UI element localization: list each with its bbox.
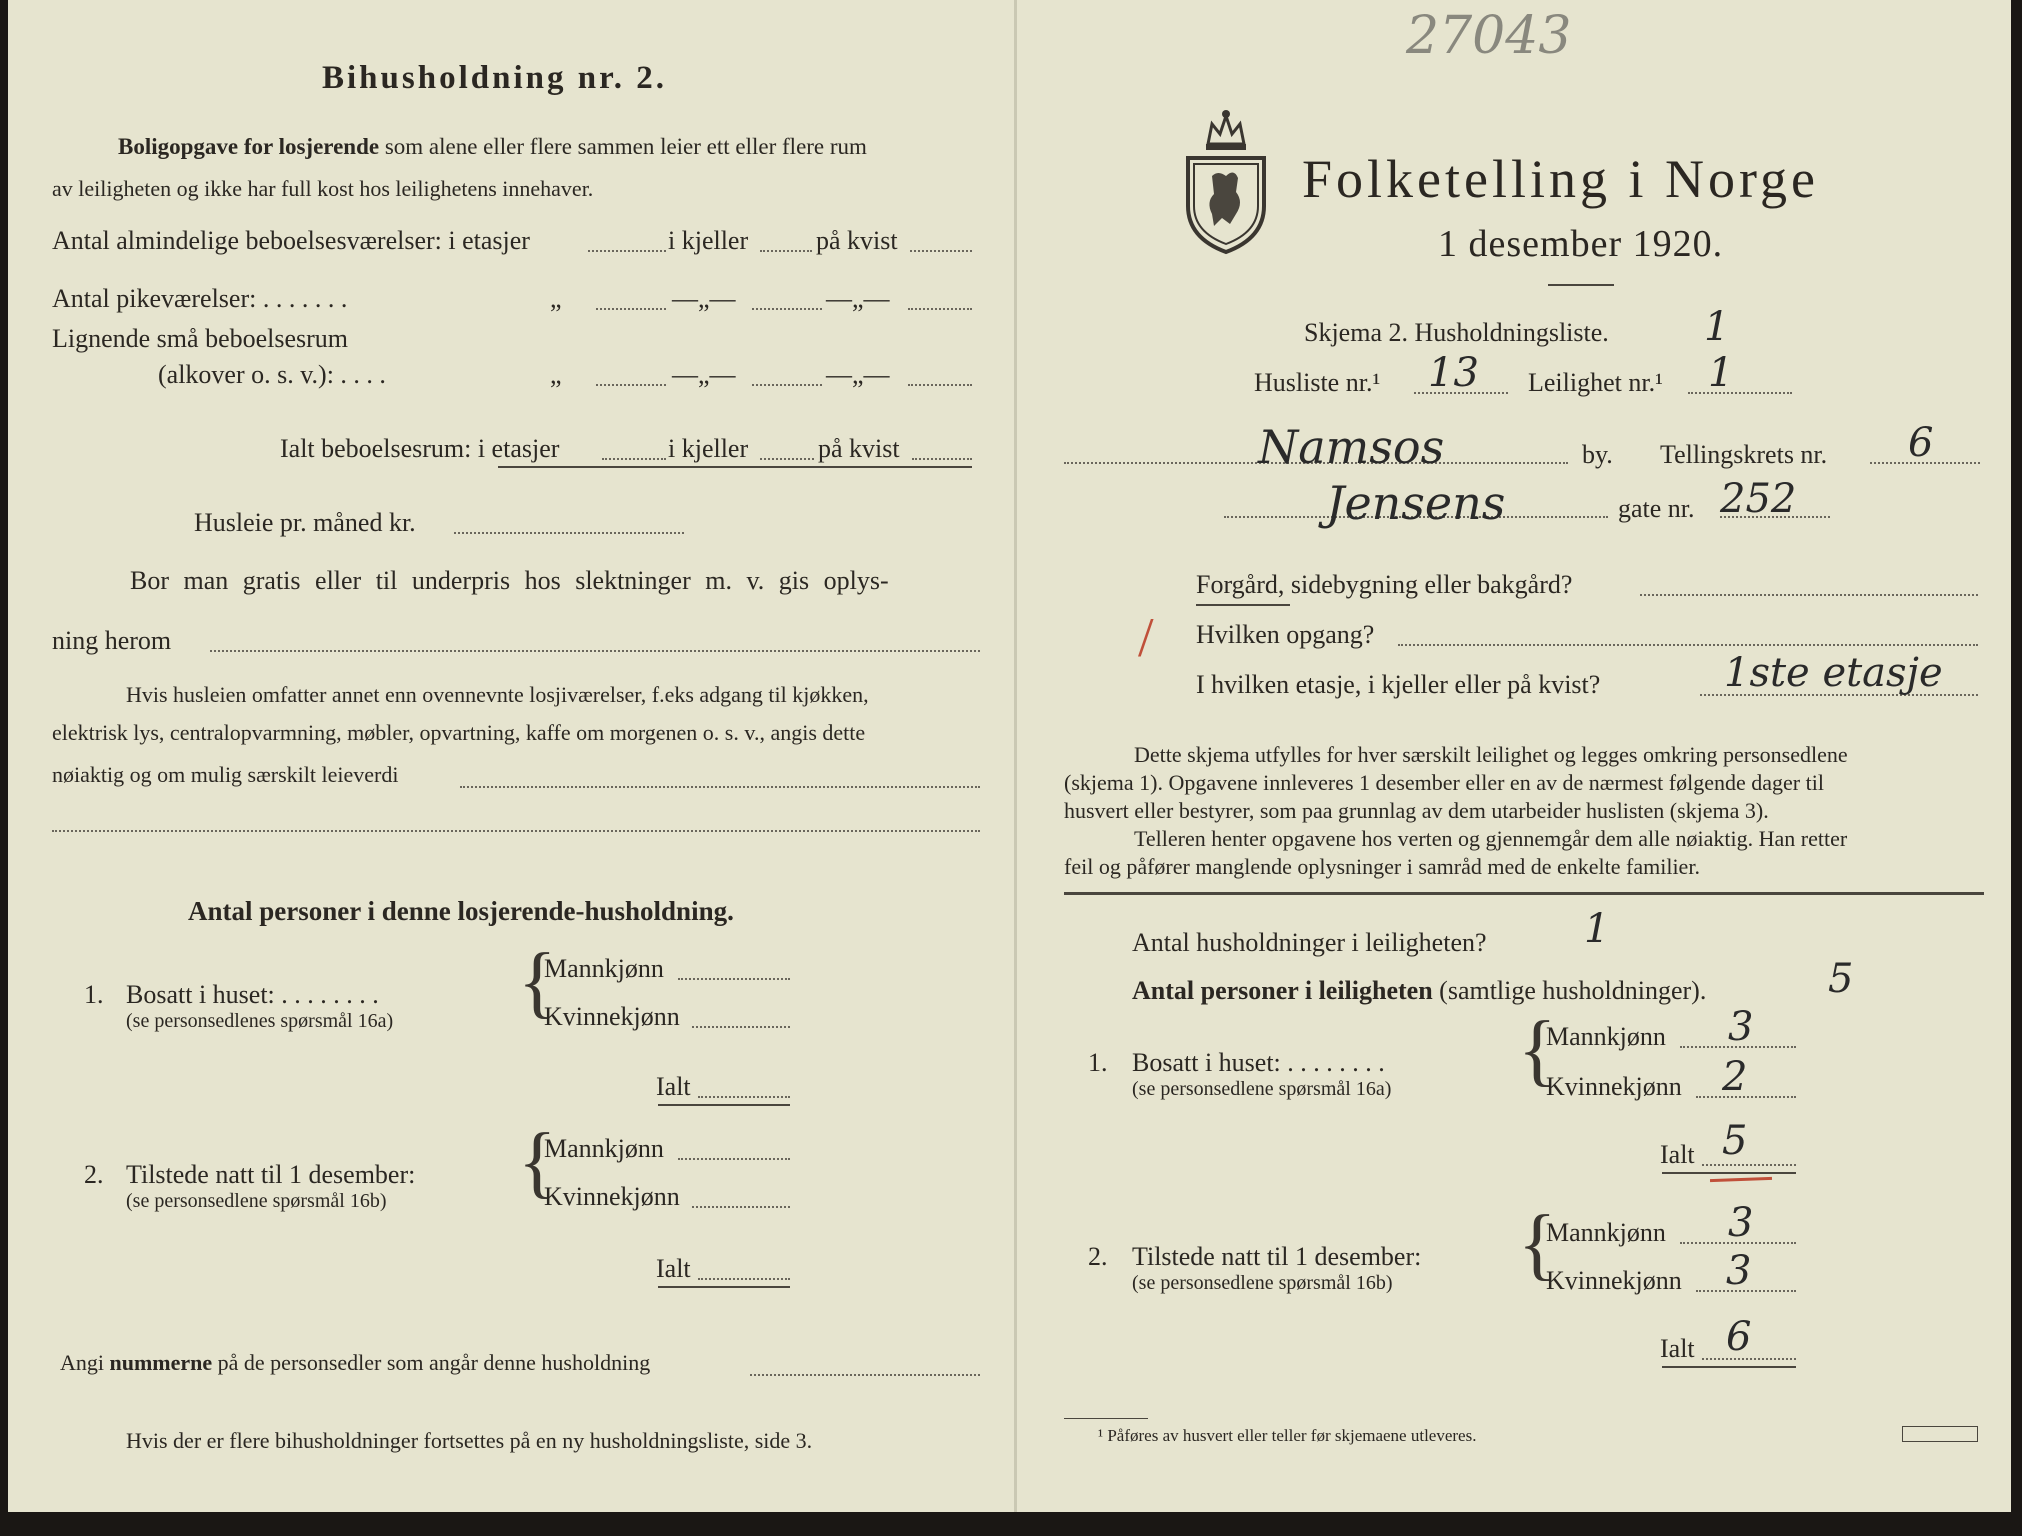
tilstede-label: Tilstede natt til 1 desember: (126, 1160, 416, 1189)
gate-value: Jensens (1326, 476, 1506, 530)
antal-pers-bold: Antal personer i leiligheten (1132, 976, 1433, 1005)
tilstede-kvinne-value: 3 (1726, 1248, 1752, 1294)
hvis-line1: Hvis husleien omfatter annet enn ovennevnte losjiværelser, f.eks adgang til kjøkken, (126, 682, 869, 707)
ialt-label: Ialt (656, 1072, 691, 1101)
note-line5: feil og påfører manglende oplysninger i samråd med de enkelte familier. (1064, 854, 1700, 879)
pa-kvist-label: på kvist (818, 434, 900, 463)
note-line3: husvert eller bestyrer, som paa grunnlag av dem utarbeider huslisten (skjema 3). (1064, 798, 1769, 823)
tilstede-num: 2. (84, 1160, 104, 1189)
red-pencil-mark: / (1138, 607, 1154, 669)
angi-bold: nummerne (109, 1350, 213, 1375)
i-kjeller-label: i kjeller (668, 434, 749, 463)
bosatt-label: Bosatt i huset: . . . . . . . . (126, 980, 379, 1009)
ditto-dash: —„— (672, 284, 736, 313)
bosatt-kvinne-value: 2 (1722, 1054, 1748, 1100)
by-value: Namsos (1258, 420, 1445, 474)
tilstede-sub: (se personsedlene spørsmål 16b) (126, 1190, 387, 1212)
tilstede-ialt-value: 6 (1726, 1314, 1752, 1360)
kvinnekjonn-label: Kvinnekjønn (544, 1182, 680, 1211)
ditto-dash: —„— (826, 284, 890, 313)
antal-hush-label: Antal husholdninger i leiligheten? (1132, 928, 1487, 957)
skjema-label: Skjema 2. Husholdningsliste. (1304, 318, 1609, 347)
bosatt-mann-value: 3 (1728, 1004, 1754, 1050)
mannkjonn-label: Mannkjønn (1546, 1022, 1666, 1051)
footnote: ¹ Påføres av husvert eller teller før skjemaene utleveres. (1098, 1426, 1477, 1445)
tilstede-num: 2. (1088, 1242, 1108, 1271)
gate-nr-value: 252 (1720, 476, 1797, 522)
archive-number: 27043 (1406, 6, 1572, 66)
bor-man-line2: ning herom (52, 626, 172, 655)
ialt-label: Ialt (1660, 1140, 1695, 1169)
kvinnekjonn-label: Kvinnekjønn (544, 1002, 680, 1031)
pikevaerelser-label: Antal pikeværelser: . . . . . . . (52, 284, 348, 313)
intro-rest: som alene eller flere sammen leier ett eller flere rum (384, 134, 867, 159)
leilighet-label: Leilighet nr.¹ (1528, 368, 1663, 397)
husleie-label: Husleie pr. måned kr. (194, 508, 416, 537)
gate-label: gate nr. (1618, 494, 1695, 523)
by-label: by. (1582, 440, 1613, 469)
tellingskrets-label: Tellingskrets nr. (1660, 440, 1828, 469)
etasje-value: 1ste etasje (1724, 650, 1943, 696)
ditto-dash: —„— (672, 360, 736, 389)
note-line4: Telleren henter opgavene hos verten og gjennemgår dem alle nøiaktig. Han retter (1134, 826, 1848, 851)
husliste-label: Husliste nr.¹ (1254, 368, 1381, 397)
alkover-label: (alkover o. s. v.): . . . . (158, 360, 386, 389)
forgard-label: Forgård, sidebygning eller bakgård? (1196, 570, 1573, 599)
bosatt-sub: (se personsedlene spørsmål 16a) (1132, 1078, 1392, 1100)
etasje-question: I hvilken etasje, i kjeller eller på kvist? (1196, 670, 1601, 699)
form-date: 1 desember 1920. (1438, 223, 1724, 265)
census-form-sheet: Bihusholdning nr. 2. Boligopgave for losjerende som alene eller flere sammen leier ett eller flere rum av leiligheten og ikke har full kost hos leilighetens innehaver. Antal almindelige beboelsesværelser: i etasjer i kjeller på kvist Antal pikeværelser: . . . . . . . „ —„— —„— Lignende små beboelsesrum (alkover o. s. v.): . . . . „ —„— —„— Ialt beboelsesrum: i etasjer i kjeller på kvist Husleie pr. måned kr. Bor man gratis eller til underpris hos slektninger m. v. gis oplys- ning herom Hvis husleien omfatter annet enn ovennevnte losjiværelser, f.eks adgang til kjøkken, elektrisk lys, centralopvarmning, møbler, opvartning, kaffe om morgenen o. s. v., angis dette nøiaktig og om mulig særskilt leieverdi Antal personer i denne losjerende-husholdning. 1. Bosatt i huset: . . . . . . . . (se personsedlenes spørsmål 16a) { Mannkjønn Kvinnekjønn Ialt 2. Tilstede natt til 1 desember: (se personsedlene spørsmål 16b) { Mannkjønn Kvinnekjønn Ialt Angi nummerne på de personsedler som angår denne husholdning Hvis der er flere bihusholdninger fortsettes på en ny husholdningsliste, side 3. 27043 Folketelling i Norge 1 desember 1920. Skjema 2. Husholdningsliste. 1 Husliste nr.¹ 13 Leilighet nr.¹ 1 Namsos by. Tellingskrets nr. 6 Jensens gate nr. 252 Forgård, sidebygning eller bakgård? / Hvilken opgang? I hvilken etasje, i kjeller eller på kvist? 1ste etasje Dette skjema utfylles for hver særskilt leilighet og legges omkring personsedlene (skjema 1). Opgavene innleveres 1 desember eller en av de nærmest følgende dager til husvert eller bestyrer, som paa grunnlag av dem utarbeider huslisten (skjema 3). Telleren henter opgavene hos verten og gjennemgår dem alle nøiaktig. Han retter feil og påfører manglende oplysninger i samråd med de enkelte familier. Antal husholdninger i leiligheten? 1 Antal personer i leiligheten (samtlige husholdninger). 5 1. Bosatt i huset: . . . . . . . . (se personsedlene spørsmål 16a) { Mannkjønn 3 Kvinnekjønn 2 Ialt 5 2. Tilstede natt til 1 desember: (se personsedlene spørsmål 16b) { Mannkjønn 3 Kvinnekjønn 3 Ialt 6 ¹ Påføres av husvert eller teller før skjemaene utleveres. (8, 0, 2011, 1512)
opgang-label: Hvilken opgang? (1196, 620, 1375, 649)
ditto-mark: „ (550, 284, 562, 313)
ditto-mark: „ (550, 360, 562, 389)
hvis-line2: elektrisk lys, centralopvarmning, møbler, opvartning, kaffe om morgenen o. s. v., angis dette (52, 720, 866, 745)
lignende-label: Lignende små beboelsesrum (52, 324, 349, 353)
antal-pers-value: 5 (1828, 956, 1854, 1002)
angi-text2: på de personsedler som angår denne husholdning (217, 1350, 651, 1375)
antal-hush-value: 1 (1584, 906, 1610, 952)
page-fold (1014, 0, 1017, 1512)
ialt-label: Ialt (1660, 1334, 1695, 1363)
form-title: Folketelling i Norge (1302, 149, 1819, 209)
hvis-line3: nøiaktig og om mulig særskilt leieverdi (52, 762, 399, 787)
antal-alm-label: Antal almindelige beboelsesværelser: i etasjer (52, 226, 530, 255)
kvinnekjonn-label: Kvinnekjønn (1546, 1072, 1682, 1101)
skjema-value: 1 (1704, 304, 1730, 350)
bosatt-ialt-value: 5 (1722, 1118, 1748, 1164)
ialt-label: Ialt (656, 1254, 691, 1283)
kvinnekjonn-label: Kvinnekjønn (1546, 1266, 1682, 1295)
bosatt-num: 1. (84, 980, 104, 1009)
printer-stamp (1902, 1426, 1978, 1442)
norwegian-coat-of-arms-icon (1178, 106, 1274, 256)
tilstede-mann-value: 3 (1728, 1200, 1754, 1246)
intro-bold: Boligopgave for losjerende (118, 134, 380, 159)
hvis-der-label: Hvis der er flere bihusholdninger fortsettes på en ny husholdningsliste, side 3. (126, 1428, 813, 1453)
tilstede-sub: (se personsedlene spørsmål 16b) (1132, 1272, 1393, 1294)
ditto-dash: —„— (826, 360, 890, 389)
bosatt-label: Bosatt i huset: . . . . . . . . (1132, 1048, 1385, 1077)
bor-man-line1: Bor man gratis eller til underpris hos slektninger m. v. gis oplys- (130, 566, 889, 595)
intro-line2: av leiligheten og ikke har full kost hos leilighetens innehaver. (52, 176, 594, 201)
bosatt-num: 1. (1088, 1048, 1108, 1077)
tellingskrets-value: 6 (1908, 420, 1934, 466)
i-kjeller-label: i kjeller (668, 226, 749, 255)
pa-kvist-label: på kvist (816, 226, 898, 255)
mannkjonn-label: Mannkjønn (1546, 1218, 1666, 1247)
antal-pers-rest: (samtlige husholdninger). (1439, 976, 1707, 1005)
note-line2: (skjema 1). Opgavene innleveres 1 desember eller en av de nærmest følgende dager til (1064, 770, 1824, 795)
husliste-value: 13 (1428, 350, 1479, 396)
mannkjonn-label: Mannkjønn (544, 1134, 664, 1163)
left-title: Bihusholdning nr. 2. (322, 60, 667, 96)
note-line1: Dette skjema utfylles for hver særskilt leilighet og legges omkring personsedlene (1134, 742, 1848, 767)
leilighet-value: 1 (1708, 350, 1734, 396)
ialt-beboelse-label: Ialt beboelsesrum: i etasjer (280, 434, 560, 463)
red-underline-mark (1710, 1177, 1772, 1182)
angi-text: Angi (60, 1350, 104, 1375)
bosatt-sub: (se personsedlenes spørsmål 16a) (126, 1010, 394, 1032)
mannkjonn-label: Mannkjønn (544, 954, 664, 983)
antal-personer-heading: Antal personer i denne losjerende-husholdning. (188, 896, 734, 926)
tilstede-label: Tilstede natt til 1 desember: (1132, 1242, 1422, 1271)
